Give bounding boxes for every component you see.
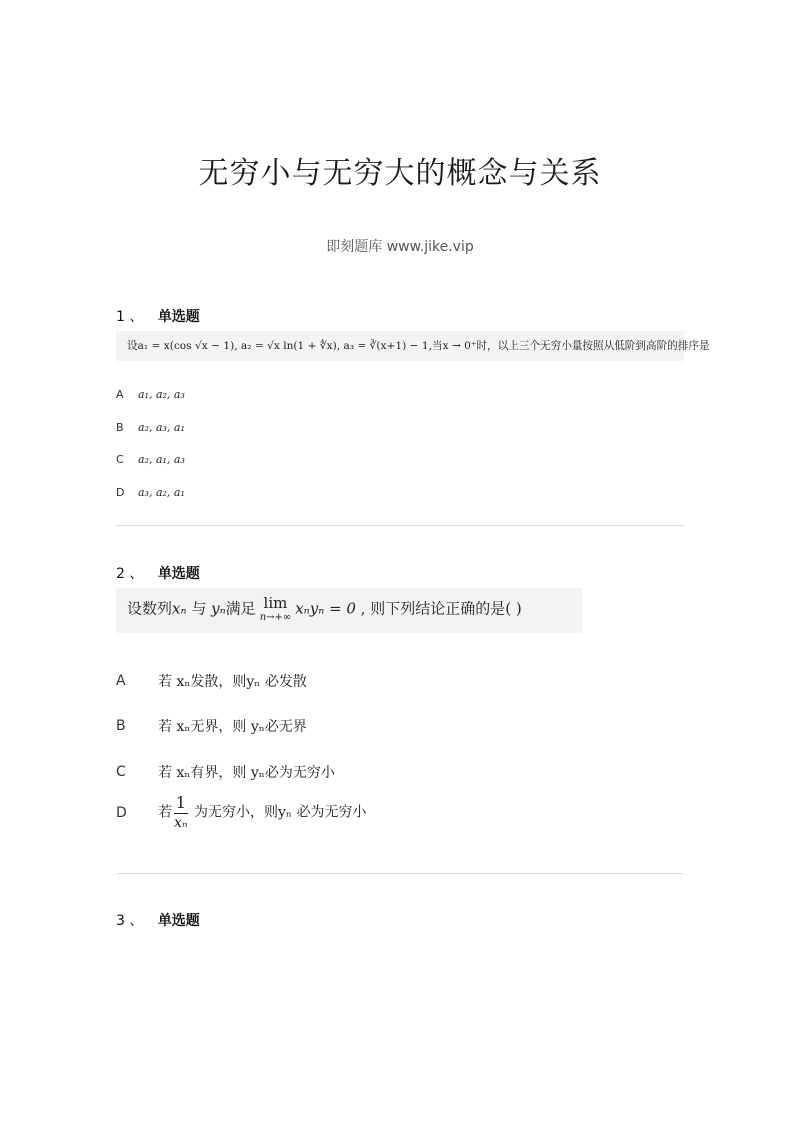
option-text: [158, 795, 366, 830]
question-type: 单选题: [157, 309, 200, 325]
stem-text: , 则下列结论正确的是( ): [355, 599, 522, 618]
question-1-stem: 设a₁ = x(cos √x − 1), a₂ = √x ln(1 + ∜x), a₃ = ∛(x+1) − 1,当x → 0⁺时，以上三个无穷小量按照从低阶到高阶的排序是: [116, 331, 684, 361]
fraction-numerator: 1: [175, 793, 186, 812]
fraction: [174, 795, 188, 830]
option-letter: A: [116, 673, 126, 689]
question-2-stem: [116, 588, 582, 633]
stem-text: 与: [186, 599, 212, 618]
option-letter: C: [116, 764, 126, 780]
question-type: 单选题: [157, 566, 200, 582]
option-letter: A: [116, 388, 124, 401]
stem-text: 满足: [225, 599, 256, 618]
question-1-option-d[interactable]: [116, 486, 185, 499]
limit-label: lim: [263, 594, 288, 612]
question-1-option-c[interactable]: [116, 453, 185, 466]
option-text: 若 xₙ无界，则 yₙ必无界: [158, 719, 307, 735]
question-1-option-a[interactable]: [116, 388, 185, 401]
fraction-denominator: xₙ: [174, 815, 188, 831]
option-letter: D: [116, 486, 125, 499]
option-text: a₂, a₃, a₁: [138, 421, 185, 434]
limit-subscript: n→+∞: [259, 612, 292, 623]
option-text: a₂, a₁, a₃: [138, 453, 185, 466]
question-number: 1 、: [116, 309, 144, 325]
option-text: 若 xₙ发散，则yₙ 必发散: [158, 674, 307, 690]
stem-math-expr: xₙyₙ = 0: [295, 599, 356, 618]
option-text: 若 xₙ有界，则 yₙ必为无穷小: [158, 765, 335, 781]
option-text: a₃, a₂, a₁: [138, 486, 185, 499]
option-text-part: 为无穷小，则yₙ 必为无穷小: [189, 804, 367, 821]
question-type: 单选题: [157, 913, 200, 929]
stem-text: 设数列: [127, 599, 173, 618]
stem-math-xn: xₙ: [172, 599, 187, 618]
question-3-header: [116, 910, 200, 930]
question-divider: [116, 873, 684, 874]
stem-math-yn: yₙ: [211, 599, 226, 618]
option-letter: C: [116, 453, 124, 466]
question-2-option-d[interactable]: [116, 795, 366, 830]
question-2-option-a[interactable]: [116, 671, 307, 691]
option-letter: B: [116, 718, 126, 734]
question-2-header: [116, 563, 200, 583]
option-letter: B: [116, 421, 124, 434]
question-1-option-b[interactable]: [116, 421, 185, 434]
question-number: 2 、: [116, 566, 144, 582]
page-title: 无穷小与无穷大的概念与关系: [198, 156, 602, 191]
limit-operator: [260, 596, 292, 623]
option-text-part: 若: [158, 804, 172, 821]
question-number: 3 、: [116, 913, 144, 929]
source-line: 即刻题库 www.jike.vip: [326, 239, 474, 255]
question-divider: [116, 525, 684, 526]
question-2-option-b[interactable]: [116, 716, 307, 736]
option-text: a₁, a₂, a₃: [138, 388, 185, 401]
question-1-header: [116, 306, 200, 326]
question-2-option-c[interactable]: [116, 762, 335, 782]
option-letter: D: [116, 804, 127, 821]
